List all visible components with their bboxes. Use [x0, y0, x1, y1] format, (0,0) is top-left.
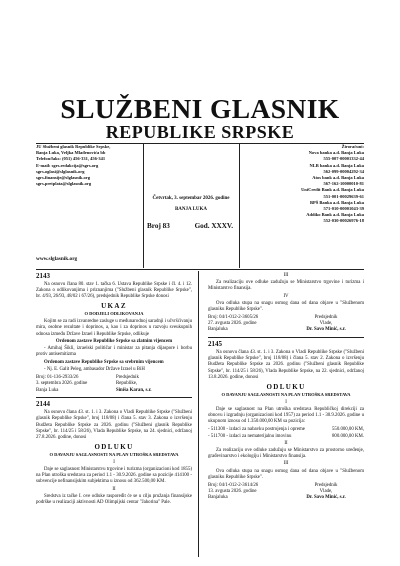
bank-line: UniCredit Bank a.d. Banja Luka — [301, 187, 364, 193]
section-numeral: IV — [283, 293, 289, 299]
reference-number: Broj: 04/1-012-2-3605/26 — [208, 315, 259, 321]
act-intro: Na osnovu člana 80. stav 1. tačka 6. Ustava Republike Srpske i čl. 4. i 12. Zakona o odlikovanjima i priznanjima ("Službeni glasnik Republike Srpske", br. 4/93, 26/93, 48/02 i 67/26), predsjednik Republike Srpske donosi — [36, 282, 192, 300]
signatory-role: Predsjednik — [314, 482, 338, 488]
section-numeral: I — [113, 459, 115, 465]
bank-accounts — [240, 144, 364, 225]
bank-line: Nova banka a.d. Banja Luka — [308, 150, 364, 156]
signature-ref — [208, 315, 288, 333]
awardee: - Nj. E. Galit Peleg, ambasador Države Izrael u BiH — [44, 367, 145, 373]
awardee: - Amihaj Šikli, izraelski političar i ministar za pitanja dijaspore i borbu protiv antisemitizma — [36, 346, 192, 358]
signatory — [116, 375, 192, 393]
bank-line: 571-010-00001043-39 — [323, 206, 364, 212]
issue-header — [36, 144, 364, 268]
website-link[interactable]: www.slglasnik.org — [36, 256, 78, 262]
order-name: Ordenom zastave Republike Srpske sa srebrnim vijencem — [44, 359, 164, 365]
signatory-name: Dr. Savo Minić, s.r. — [306, 327, 346, 333]
contact-line: E-mail: sgrs.redakcija@sgrs.org — [36, 162, 99, 168]
signatory-role: Vlade, — [319, 321, 333, 327]
publisher-contact — [36, 144, 136, 262]
issue-date: Četvrtak, 3. septembar 2026. godine — [152, 196, 230, 201]
section-text: Ova odluka stupa na snagu osmog dana od dana objave u "Službenom glasniku Republike Srpske". — [208, 300, 364, 312]
contact-line: sgrs.oglasi@slglasnik.org — [36, 168, 85, 174]
contact-line: JU Službeni glasnik Republike Srpske, — [36, 144, 111, 149]
masthead-subtitle: REPUBLIKE SRPSKE — [105, 122, 295, 142]
section-text: Sredstva iz tačke I. ove odluke raspoređit će se u cilju pružanja finansijske podrške u realizaciji aktivnosti AD Olimpijski centar "Jahorina" Pale. — [36, 493, 192, 505]
section-numeral: III — [283, 273, 289, 278]
act-number: 2144 — [36, 400, 50, 409]
act-title: ODLUKU — [94, 443, 134, 452]
bank-line: 567-162-10000010-81 — [323, 181, 364, 187]
signatory-name: Dr. Savo Minić, s.r. — [306, 495, 346, 501]
section-text: Ova odluka stupa na snagu osmog dana od dana objave u "Službenom glasniku Republike Srpske". — [208, 468, 364, 480]
act-title: ODLUKU — [266, 382, 306, 391]
budget-item — [208, 434, 364, 440]
contact-line: sgrs.finansije@slglasnik.org — [36, 175, 90, 181]
act-body: Kojim se za radi izvanredne zasluge u međunarodnoj saradnji i učvršćivanju mira, osobne rezultate i doprinos, a, kao i za doprinos u razvoju sveukupnih odnosa između Države Izrael i Republike Srpske, odlikuje — [36, 319, 192, 337]
act-intro: Na osnovu člana 43. st. 1. i 3. Zakona o Vladi Republike Srpske ("Službeni glasnik Republike Srpske", broj 118/08) i člana 5. stav 3. Zakona o izvršenju Budžeta Republike Srpske za 2026. godinu ("Službeni glasnik Republike Srpske", br. 114/25 i 58/26), Vlada Republike Srpske, na 24. sjednici, održanoj 27.8.2026. godine, donosi — [36, 410, 192, 440]
bank-line: 552-030-00026976-18 — [323, 218, 364, 224]
signatory-name: Siniša Karan, s.r. — [116, 387, 152, 393]
signatory-role: Vlade, — [319, 489, 333, 495]
accounts-label: Žiroračuni: — [341, 144, 364, 149]
act-subtitle: O DAVANJU SAGLASNOSTI NA PLAN UTROŠKA SREDSTAVA — [221, 391, 351, 397]
budget-item-amount: 550.000,00 KM, — [331, 426, 364, 432]
act-number: 2143 — [36, 272, 50, 280]
signature-block — [208, 315, 364, 334]
act-intro: Na osnovu člana 43. st. 1. i 3. Zakona o Vladi Republike Srpske ("Službeni glasnik Republike Srpske", broj 118/08) i člana 5. stav 2. Zakona o izvršenju Budžeta Republike Srpske za 2026. godinu ("Službeni glasnik Republike Srpske", br. 114/25 i 58/26), Vlada Republike Srpske, na 22. sjednici, održanoj 13.8.2026. godine, donosi — [208, 350, 364, 380]
signature-ref — [208, 483, 288, 501]
issue-number: Broj 83 — [147, 222, 170, 230]
signature-ref — [36, 375, 116, 393]
order-name: Ordenom zastave Republike Srpske sa zlatnim vijencem — [55, 338, 173, 344]
masthead-title: SLUŽBENI GLASNIK — [60, 93, 340, 124]
act-title: UKAZ — [101, 302, 127, 311]
bank-line: Addiko Bank a.d. Banja Luka — [306, 212, 364, 218]
section-numeral: III — [283, 461, 289, 467]
act-separator — [36, 397, 192, 398]
right-column — [208, 272, 364, 505]
act-separator — [208, 337, 364, 338]
budget-item-amount: 800.000,00 KM. — [331, 433, 364, 439]
act-subtitle: O DODJELI ODLIKOVANJA — [84, 311, 144, 317]
header-bottom-rule — [36, 269, 364, 270]
contact-line: Telefon/faks: (051) 456-331, 456-341 — [36, 156, 106, 162]
signature-date: 13. avgusta 2026. godine — [208, 489, 257, 495]
issue-info — [147, 144, 235, 268]
contact-line: sgrs.pretplata@slglasnik.org — [36, 181, 92, 187]
bank-line: 562-099-00004292-34 — [323, 168, 364, 174]
issue-city: BANJA LUKA — [174, 207, 208, 212]
header-divider — [143, 144, 144, 268]
budget-item-label: - 511700 - izdaci za nematerijalnu imovinu — [208, 433, 292, 439]
section-text: Daje se saglasnost na Plan utroška sredstava Republičkoj direkciji za obnovu i izgradnju (organizacioni kod 1957) za period 1.1 - 30.9.2026. godine u ukupnom iznosu od 1.350.000,00 KM sa pozicija: — [208, 406, 364, 425]
section-text: Daje se saglasnost Ministarstvu trgovine i turizma (organizacioni kod 1855) na Plan utroška sredstava za period 1.1 - 30.9.2026. godine sa pozicije 414100 - subvencije nefinansijskim subjektima u iznosu od 362.500,00 KM. — [36, 467, 192, 485]
signature-date: 3. septembra 2026. godine — [36, 381, 88, 387]
contact-line: Banja Luka, Veljka Mlađenovića bb — [36, 150, 106, 156]
header-top-rule — [36, 143, 364, 144]
signature-city: Banjaluka — [208, 327, 228, 333]
signature-block — [208, 483, 364, 502]
signature-date: 27. avgusta 2026. godine — [208, 321, 257, 327]
signature-block — [36, 375, 192, 394]
act-number: 2145 — [208, 340, 222, 349]
signatory-role: Predsjednik — [116, 375, 139, 381]
reference-number: Broj: 01-136-2933/26 — [36, 375, 79, 381]
signature-city: Banja Luka — [36, 387, 59, 393]
bank-line: 555-007-00001332-44 — [323, 156, 364, 162]
bank-line: Atos bank a.d. Banja Luka — [312, 175, 364, 181]
left-column — [36, 272, 192, 507]
column-divider — [198, 271, 199, 557]
issue-year: God. XXXV. — [194, 222, 233, 230]
reference-number: Broj: 04/1-012-2-3614/26 — [208, 482, 259, 488]
section-numeral: II — [284, 440, 288, 446]
bank-line: NLB banka a.d. Banja Luka — [309, 162, 364, 168]
signatory — [288, 315, 364, 333]
act-subtitle: O DAVANJU SAGLASNOSTI NA PLAN UTROŠKA SREDSTAVA — [49, 452, 179, 458]
signatory — [288, 483, 364, 501]
signature-city: Banjaluka — [208, 495, 228, 501]
bank-line: BPŠ Banka a.d. Banja Luka — [309, 199, 364, 205]
section-text: Za realizaciju ove odluke zadužuju se Ministarstvo za prostorno uređenje, građevinarstvo i ekologiju i Ministarstvo finansija. — [208, 447, 364, 460]
signatory-role: Predsjednik — [314, 315, 338, 321]
section-numeral: II — [112, 486, 116, 492]
section-numeral: I — [285, 399, 287, 405]
bank-line: 551-001-00029639-61 — [323, 193, 364, 199]
budget-item-label: - 511300 - izdaci za nabavku postrojenja i opreme — [208, 426, 305, 432]
section-text: Za realizaciju ove odluke zadužuju se Ministarstvo trgovine i turizma i Ministarstvo finansija. — [208, 280, 364, 292]
signatory-role: Republike, — [116, 381, 138, 387]
budget-item — [208, 427, 364, 433]
